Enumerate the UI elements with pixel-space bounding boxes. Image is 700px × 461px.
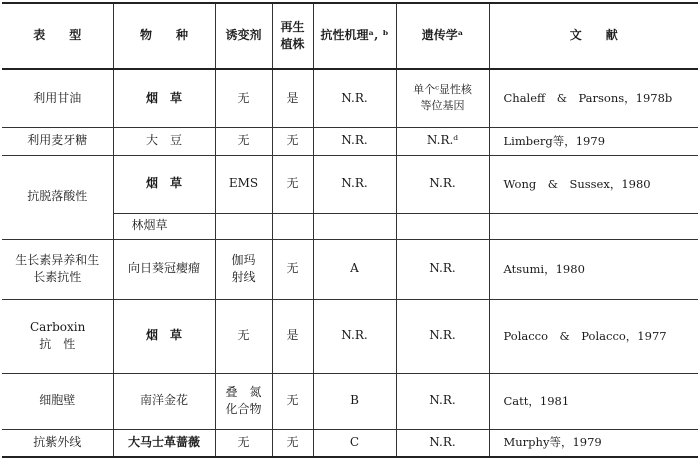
table-row — [2, 299, 698, 373]
header-species: 物 种 — [113, 3, 215, 69]
cell-species: 烟 草 — [113, 299, 215, 373]
cell-species: 南洋金花 — [113, 373, 215, 429]
cell-mechanism: C — [313, 429, 396, 457]
cell-type: 利用甘油 — [2, 69, 113, 127]
cell-regen: 是 — [272, 69, 313, 127]
header-mutagen: 诱变剂 — [215, 3, 272, 69]
cell-genetics: N.R. — [396, 155, 489, 213]
cell-mutagen: 无 — [215, 429, 272, 457]
cell-mechanism: N.R. — [313, 299, 396, 373]
cell-regen: 无 — [272, 373, 313, 429]
header-row — [2, 3, 698, 69]
cell-mutagen — [215, 213, 272, 239]
cell-species: 大 豆 — [113, 127, 215, 155]
cell-reference — [489, 213, 698, 239]
cell-genetics: N.R. — [396, 239, 489, 299]
cell-type: 生长素异养和生长素抗性 — [2, 239, 113, 299]
cell-genetics — [396, 213, 489, 239]
cell-regen: 无 — [272, 155, 313, 213]
cell-mutagen: EMS — [215, 155, 272, 213]
cell-species: 向日葵冠瘿瘤 — [113, 239, 215, 299]
cell-regen: 无 — [272, 127, 313, 155]
cell-mechanism: N.R. — [313, 127, 396, 155]
cell-reference: Limberg等，1979 — [489, 127, 698, 155]
cell-mechanism: A — [313, 239, 396, 299]
cell-genetics: 单个ᶜ显性核等位基因 — [396, 69, 489, 127]
cell-reference: Chaleff & Parsons，1978b — [489, 69, 698, 127]
cell-mutagen: 无 — [215, 299, 272, 373]
table-row — [2, 373, 698, 429]
cell-species: 大马士革蔷薇 — [113, 429, 215, 457]
cell-reference: Murphy等，1979 — [489, 429, 698, 457]
cell-mutagen: 伽玛射线 — [215, 239, 272, 299]
table-row — [2, 155, 698, 213]
cell-reference: Wong & Sussex，1980 — [489, 155, 698, 213]
header-resistance-mechanism: 抗性机理ᵃ, ᵇ — [313, 3, 396, 69]
table-row — [2, 127, 698, 155]
header-type: 表 型 — [2, 3, 113, 69]
header-genetics: 遗传学ᵃ — [396, 3, 489, 69]
cell-genetics: N.R. — [396, 373, 489, 429]
cell-genetics: N.R. — [396, 299, 489, 373]
cell-genetics: N.R. — [396, 429, 489, 457]
cell-regen: 无 — [272, 239, 313, 299]
cell-mechanism: N.R. — [313, 155, 396, 213]
table-row — [2, 239, 698, 299]
cell-reference: Polacco & Polacco，1977 — [489, 299, 698, 373]
cell-mutagen: 叠 氮化合物 — [215, 373, 272, 429]
header-reference: 文 献 — [489, 3, 698, 69]
cell-type: Carboxin抗 性 — [2, 299, 113, 373]
mutant-table — [2, 2, 698, 458]
cell-type: 抗紫外线 — [2, 429, 113, 457]
cell-type: 抗脱落酸性 — [2, 155, 113, 239]
cell-mutagen: 无 — [215, 127, 272, 155]
cell-mechanism: N.R. — [313, 69, 396, 127]
cell-regen: 无 — [272, 429, 313, 457]
cell-regen — [272, 213, 313, 239]
cell-regen: 是 — [272, 299, 313, 373]
cell-type: 细胞壁 — [2, 373, 113, 429]
cell-species: 烟 草 — [113, 69, 215, 127]
cell-species: 烟 草 — [113, 155, 215, 213]
header-regenerated-plants: 再生植株 — [272, 3, 313, 69]
table-row — [2, 429, 698, 457]
cell-reference: Catt，1981 — [489, 373, 698, 429]
table-row — [2, 69, 698, 127]
cell-genetics: N.R.ᵈ — [396, 127, 489, 155]
cell-mutagen: 无 — [215, 69, 272, 127]
cell-type: 利用麦牙糖 — [2, 127, 113, 155]
cell-mechanism: B — [313, 373, 396, 429]
cell-reference: Atsumi，1980 — [489, 239, 698, 299]
cell-mechanism — [313, 213, 396, 239]
cell-species: 林烟草 — [113, 213, 215, 239]
